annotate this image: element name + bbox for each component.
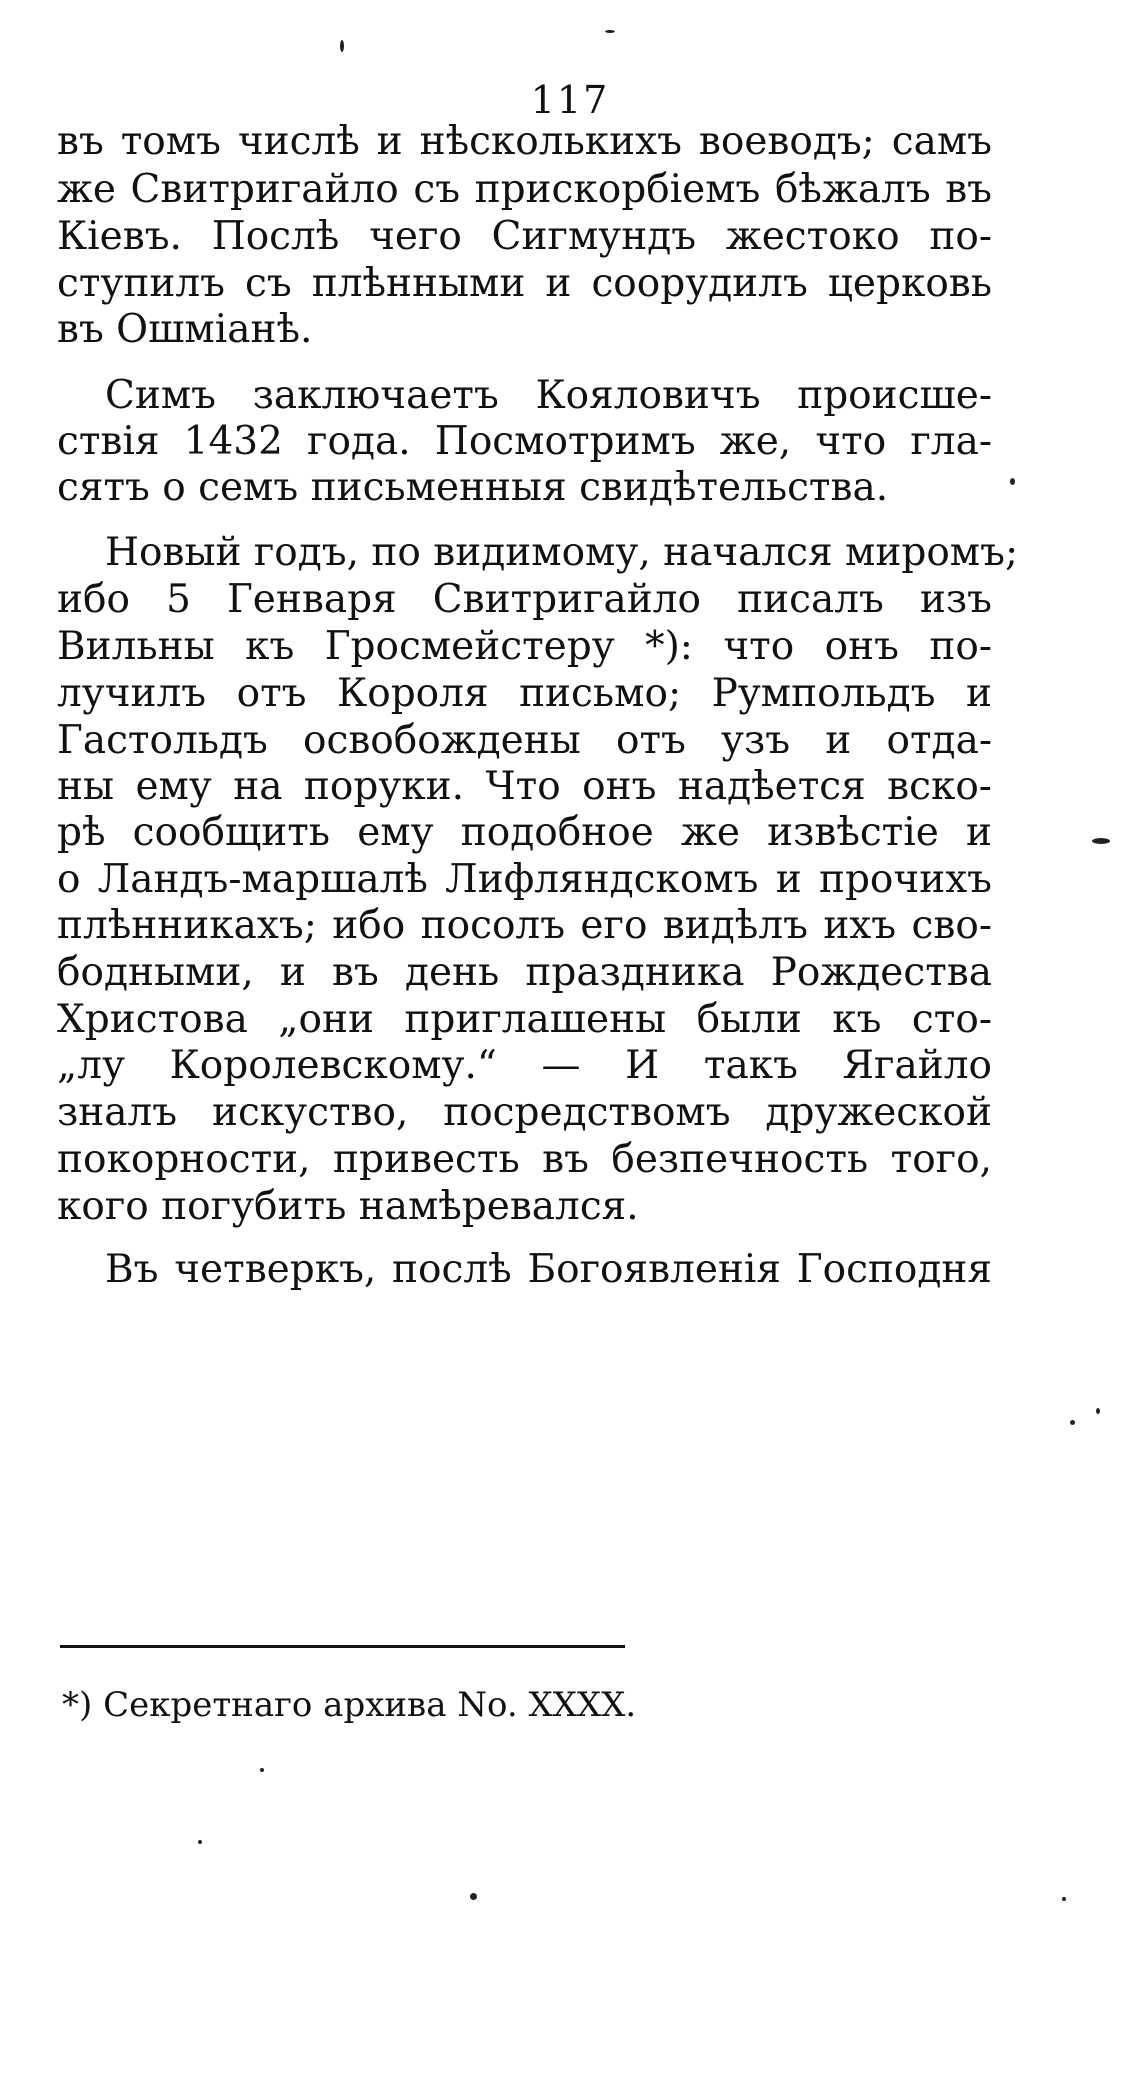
scan-speck <box>1062 1897 1066 1901</box>
text-line: покорности, привесть въ безпечность того, <box>57 1137 992 1182</box>
text-line: ибо 5 Генваря Свитригайло писалъ изъ <box>57 577 992 622</box>
text-line: Кіевъ. Послѣ чего Сигмундъ жестоко по- <box>57 214 992 259</box>
scan-speck <box>198 1840 202 1844</box>
text-line: „лу Королевскому.“ — И такъ Ягайло <box>57 1043 992 1088</box>
footnote: *) Секретнаго архива No. XXXX. <box>62 1685 637 1725</box>
scan-speck <box>605 30 615 33</box>
text-line: зналъ искуство, посредствомъ дружеской <box>57 1090 992 1135</box>
text-line: Гастольдъ освобождены отъ узъ и отда- <box>57 718 992 763</box>
text-line: Христова „они приглашены были къ сто- <box>57 997 992 1042</box>
text-line: Симъ заключаетъ Кояловичъ происше- <box>105 373 992 418</box>
scan-speck <box>1010 478 1015 485</box>
footnote-divider <box>60 1645 625 1648</box>
text-line: Новый годъ, по видимому, начался миромъ; <box>105 530 1019 575</box>
text-line: ступилъ съ плѣнными и соорудилъ церковь <box>57 261 992 306</box>
text-line: ны ему на поруки. Что онъ надѣется вско- <box>57 764 992 809</box>
text-line: же Свитригайло съ прискорбіемъ бѣжалъ въ <box>57 167 992 212</box>
text-line: кого погубить намѣревался. <box>57 1184 639 1229</box>
scan-speck <box>340 40 344 52</box>
text-line: рѣ сообщить ему подобное же извѣстіе и <box>57 810 992 855</box>
page-number: 117 <box>530 78 610 122</box>
scan-speck <box>1096 1408 1100 1414</box>
scan-speck <box>260 1768 264 1772</box>
text-line: Вильны къ Гросмейстеру *): что онъ по- <box>57 624 992 669</box>
text-line: лучилъ отъ Короля письмо; Румпольдъ и <box>57 671 992 716</box>
text-line: бодными, и въ день праздника Рождества <box>57 950 992 995</box>
text-line: плѣнникахъ; ибо посолъ его видѣлъ ихъ сво- <box>57 903 992 948</box>
text-line: въ Ошміанѣ. <box>57 307 313 352</box>
text-line: въ томъ числѣ и нѣсколькихъ воеводъ; самъ <box>57 119 992 164</box>
text-line: о Ландъ-маршалѣ Лифляндскомъ и прочихъ <box>57 857 992 902</box>
scan-speck <box>1092 838 1110 844</box>
text-line: Въ четверкъ, послѣ Богоявленія Господня <box>105 1247 992 1292</box>
scan-speck <box>470 1893 477 1900</box>
text-line: ствія 1432 года. Посмотримъ же, что гла- <box>57 419 992 464</box>
text-line: сятъ о семъ письменныя свидѣтельства. <box>57 465 889 510</box>
scan-speck <box>1070 1420 1075 1425</box>
